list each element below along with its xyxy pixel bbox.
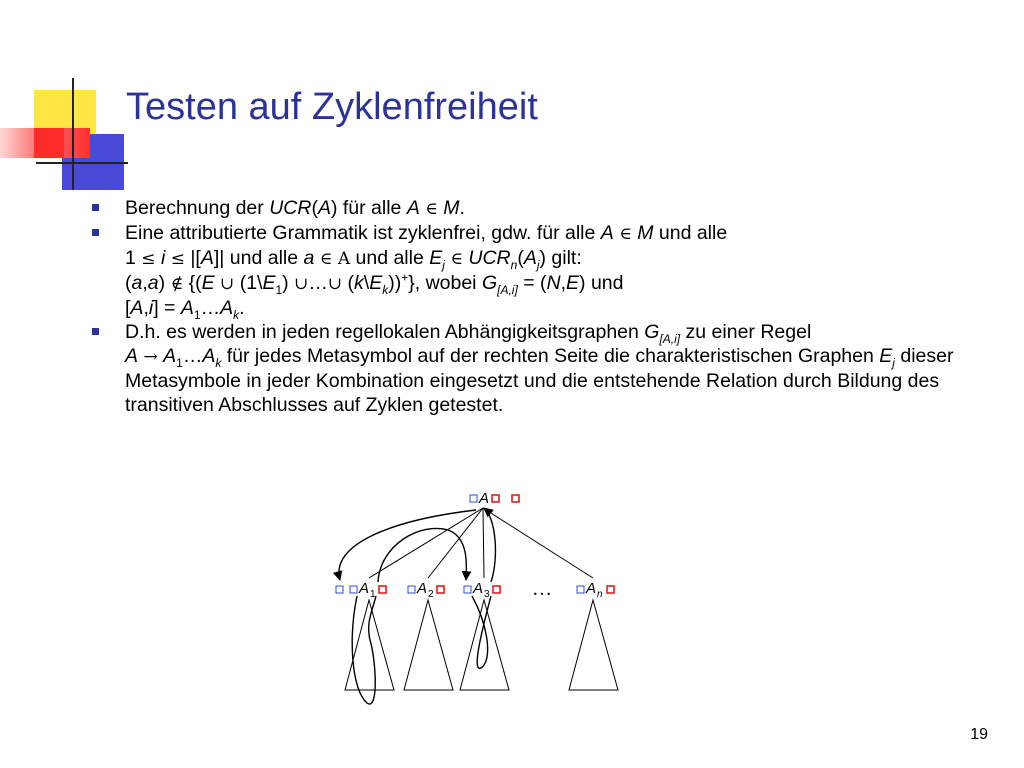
page-title: Testen auf Zyklenfreiheit: [126, 86, 538, 128]
node-a2: [408, 580, 444, 600]
attr-box-red: [512, 495, 519, 502]
node-an: [577, 580, 614, 600]
attr-box-blue: [470, 495, 477, 502]
attr-box-blue: [408, 586, 415, 593]
arrow-root-to-a1: [339, 510, 476, 580]
edge-root-a3: [483, 508, 484, 578]
edge-root-a2: [428, 508, 483, 578]
loop-a3: [472, 596, 491, 668]
attr-box-red: [607, 586, 614, 593]
attr-box-blue: [464, 586, 471, 593]
subtree-a3: [460, 600, 509, 690]
attr-box-red: [492, 495, 499, 502]
attr-box-red: [493, 586, 500, 593]
node-a3-sub: 3: [484, 589, 490, 600]
node-root-label: A: [479, 490, 490, 507]
arrow-a3-to-root: [484, 508, 495, 582]
attr-box-red: [437, 586, 444, 593]
attr-box-blue: [350, 586, 357, 593]
edge-root-an: [483, 508, 593, 578]
node-an-sub: n: [597, 589, 603, 600]
node-root: [470, 490, 519, 507]
arrow-a1-to-a3: [378, 528, 466, 582]
bullet-definition: Eine attributierte Grammatik ist zyklenfrei, gdw. für alle A ∈ M und alle 1 ≤ i ≤ |[A]| und alle a ∈ A und alle $E_j$ ∈ $UCR_n(A_j)$ gilt: (a,a) ∉ {(E ∪ $(1\backslash E_1)$ ∪…∪ $(k\backslash E_k))^+$}, wobei $G_{[A,i]} = (N,E)$ und $[A,i] = A_1\dots A_k$.: [92, 221, 972, 320]
node-a1-label: A: [359, 580, 370, 597]
attr-box-red: [379, 586, 386, 593]
node-an-label: A: [586, 580, 597, 597]
subtree-an: [569, 600, 618, 690]
ellipsis: …: [532, 578, 552, 600]
bullet-ucr: Berechnung der UCR(A) für alle A ∈ M.: [92, 196, 972, 221]
subtree-a2: [404, 600, 453, 690]
node-a1: [336, 580, 386, 600]
attr-box-blue: [577, 586, 584, 593]
node-a1-sub: 1: [370, 589, 376, 600]
node-a3: [464, 580, 500, 600]
node-a2-sub: 2: [428, 589, 434, 600]
node-a2-label: A: [417, 580, 428, 597]
node-a3-label: A: [473, 580, 484, 597]
page-number: 19: [970, 726, 988, 743]
bullet-explanation: D.h. es werden in jeden regellokalen Abhängigkeitsgraphen $G_{[A,i]}$ zu einer Regel $A \to A_1\dots A_k$ für jedes Metasymbol auf der rechten Seite die charakteristischen Graphen $E_j$ dieser Metasymbole in jeder Kombination eingesetzt und die entstehende Relation durch Bildung des transitiven Abschlusses auf Zyklen getestet.: [92, 320, 972, 417]
attr-box-blue: [336, 586, 343, 593]
